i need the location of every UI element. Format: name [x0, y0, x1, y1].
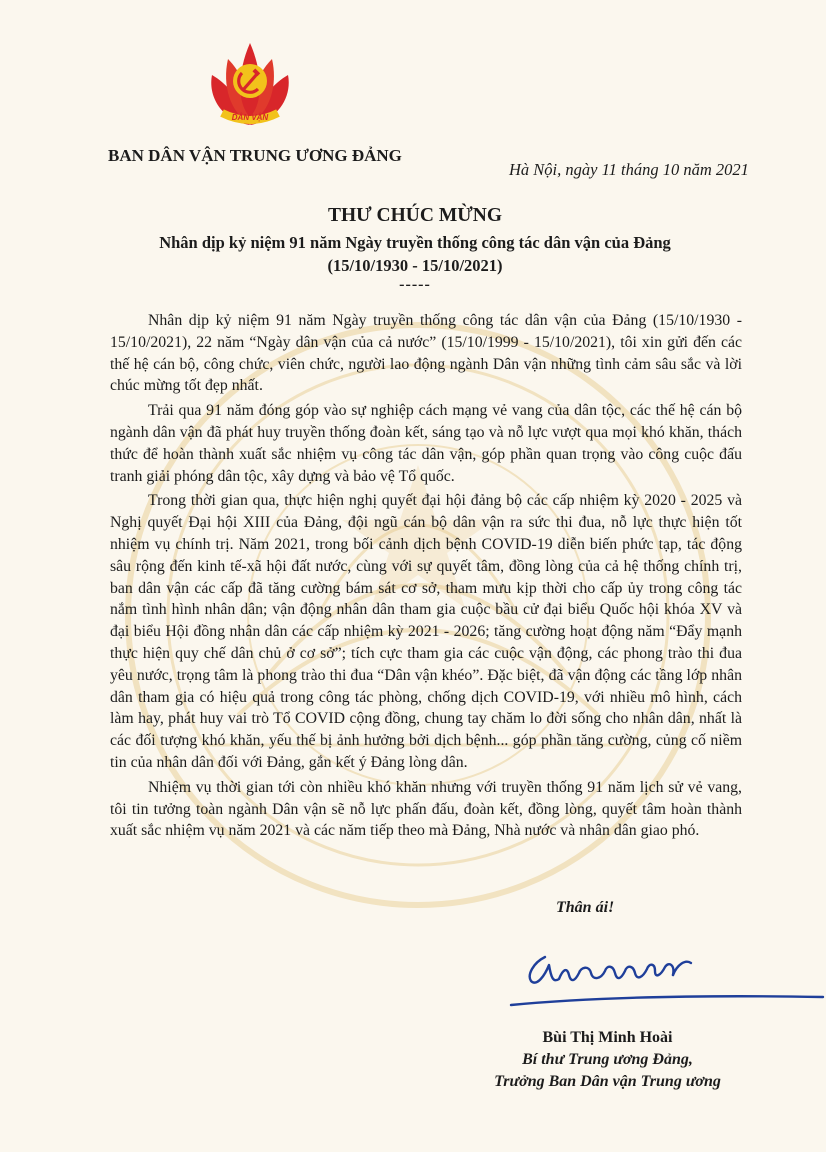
title-separator: -----	[399, 276, 431, 293]
signer-title-2: Trưởng Ban Dân vận Trung ương	[494, 1073, 721, 1090]
paragraph: Trải qua 91 năm đóng góp vào sự nghiệp cách mạng vẻ vang của dân tộc, các thế hệ cán bộ ngành dân vận đã phát huy truyền thống đoàn kết, sáng tạo và nỗ lực vượt qua mọi khó khăn, thách thức để hoàn thành xuất sắc nhiệm vụ công tác dân vận, góp phần quan trọng vào công cuộc đấu tranh giải phóng dân tộc, xây dựng và bảo vệ Tổ quốc.	[110, 402, 742, 485]
letter-title: THƯ CHÚC MỪNG	[327, 205, 503, 226]
organization-name: BAN DÂN VẬN TRUNG ƯƠNG ĐẢNG	[108, 146, 402, 165]
dan-van-emblem-icon	[200, 35, 300, 135]
letter-dates: (15/10/1930 - 15/10/2021)	[327, 256, 503, 275]
place-date: Hà Nội, ngày 11 tháng 10 năm 2021	[509, 160, 749, 179]
paragraph: Nhân dịp kỷ niệm 91 năm Ngày truyền thống công tác dân vận của Đảng (15/10/1930 - 15/10/2021), 22 năm “Ngày dân vận của cả nước” (15/10/1999 - 15/10/2021), tôi xin gửi đến các thế hệ cán bộ, công chức, viên chức, người lao động ngành Dân vận những tình cảm sâu sắc và lời chúc mừng tốt đẹp nhất.	[110, 312, 742, 395]
paragraph: Nhiệm vụ thời gian tới còn nhiều khó khăn nhưng với truyền thống 91 năm lịch sử vẻ vang, tôi tin tưởng toàn ngành Dân vận sẽ nỗ lực phấn đấu, đoàn kết, đồng lòng, quyết tâm hoàn thành xuất sắc nhiệm vụ năm 2021 và các năm tiếp theo mà Đảng, Nhà nước và nhân dân giao phó.	[110, 778, 742, 840]
letter-subtitle: Nhân dịp kỷ niệm 91 năm Ngày truyền thống công tác dân vận của Đảng	[159, 233, 671, 252]
handwritten-signature	[505, 935, 826, 1020]
letter-body	[110, 310, 742, 845]
closing-greeting: Thân ái!	[556, 899, 615, 916]
paragraph: Trong thời gian qua, thực hiện nghị quyết đại hội đảng bộ các cấp nhiệm kỳ 2020 - 2025 và Nghị quyết Đại hội XIII của Đảng, đội ngũ cán bộ dân vận ra sức thi đua, nỗ lực thực hiện tốt nhiệm vụ chính trị. Năm 2021, trong bối cảnh dịch bệnh COVID-19 diễn biến phức tạp, tác động sâu rộng đến kinh tế-xã hội đất nước, cùng với sự quyết tâm, đồng lòng của cả hệ thống chính trị, ban dân vận các cấp đã tăng cường bám sát cơ sở, tham mưu kịp thời cho cấp ủy trong công tác nắm tình hình nhân dân; vận động nhân dân tham gia cuộc bầu cử đại biểu Quốc hội khóa XV và đại biểu Hội đồng nhân dân các cấp nhiệm kỳ 2021 - 2026; tăng cường hoạt động năm “Đẩy mạnh thực hiện quy chế dân chủ ở cơ sở”; tích cực tham gia các cuộc vận động, các phong trào thi đua yêu nước, trọng tâm là phong trào thi đua “Dân vận khéo”. Đặc biệt, đã vận động các tầng lớp nhân dân tham gia có hiệu quả trong công tác phòng, chống dịch COVID-19, với nhiều mô hình, cách làm hay, phát huy vai trò Tổ COVID cộng đồng, chung tay chăm lo đời sống cho nhân dân, nhất là các đối tượng khó khăn, yếu thế bị ảnh hưởng bởi dịch bệnh... góp phần tăng cường, củng cố niềm tin của nhân dân đối với Đảng, gắn kết ý Đảng lòng dân.	[110, 492, 742, 771]
emblem-text: DÂN VẬN	[231, 113, 269, 122]
signer-name: Bùi Thị Minh Hoài	[542, 1029, 673, 1046]
signer-block	[465, 1027, 750, 1093]
signer-title-1: Bí thư Trung ương Đảng,	[522, 1051, 693, 1068]
